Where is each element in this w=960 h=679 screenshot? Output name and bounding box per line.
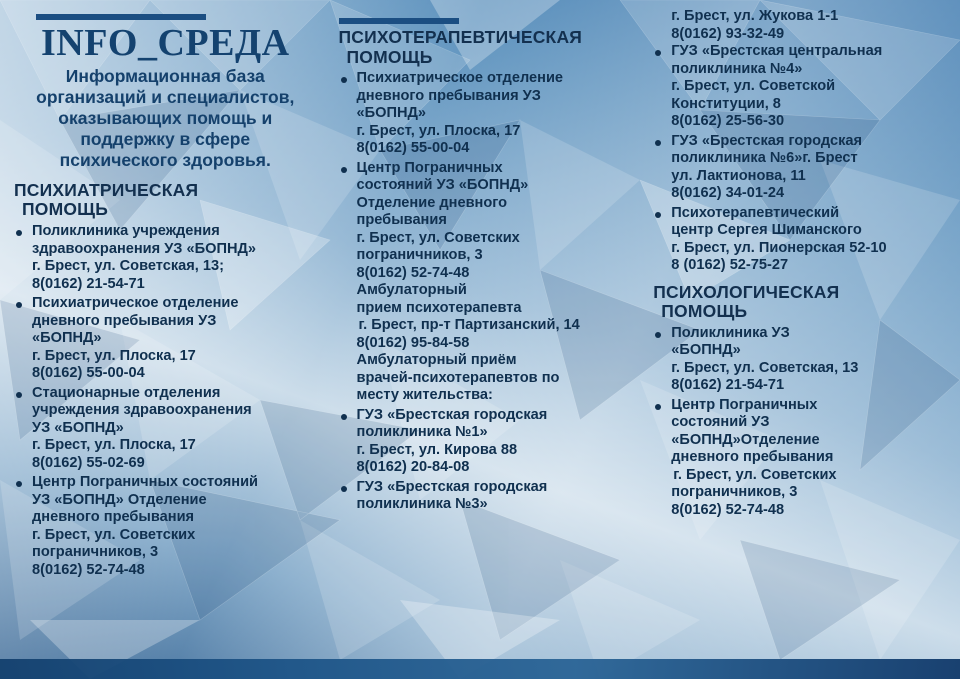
list-item-line: поликлиника №4»: [671, 60, 803, 77]
list-item-line: состояний УЗ: [671, 414, 770, 431]
list-item-line: г. Брест, ул. Кирова 88: [356, 441, 518, 458]
list-item-line: 8(0162) 21-54-71: [32, 275, 145, 292]
list-item-line: Стационарные отделения: [32, 384, 221, 401]
list-item-line: дневного пребывания УЗ: [356, 87, 541, 104]
list-item-line: УЗ «БОПНД» Отделение: [32, 491, 207, 508]
section-heading-psychological: [653, 283, 946, 322]
brand-title: INFO_СРЕДА: [40, 22, 290, 64]
list-item-line: 8(0162) 20-84-08: [356, 459, 470, 476]
list-item-line: 8(0162) 34-01-24: [671, 185, 785, 201]
list-item-line: пограничников, 3: [671, 484, 798, 501]
list-item-line: ГУЗ «Брестская центральная: [671, 43, 883, 59]
list-item-line: 8(0162) 52-74-48: [356, 264, 470, 281]
list-item-line: Амбулаторный приём: [356, 352, 517, 369]
list-item-line: прием психотерапевта: [356, 299, 522, 316]
brand-tagline: Информационная база организаций и специалистов, оказывающих помощь и поддержку в сфере психического здоровья.: [36, 65, 295, 170]
list-item-line: «БОПНД»Отделение: [671, 431, 820, 448]
list-item-line: Конституции, 8: [671, 95, 781, 112]
list-item-line: Центр Пограничных состояний: [32, 474, 259, 491]
list-item-line: дневного пребывания: [671, 449, 834, 466]
list-item-line: Поликлиника учреждения: [32, 223, 220, 240]
list-item-line: учреждения здравоохранения: [32, 402, 252, 419]
list-item-line: г. Брест, ул. Советских: [32, 526, 196, 543]
list-item-line: УЗ «БОПНД»: [32, 419, 124, 436]
list-item: [339, 70, 630, 158]
list-item-line: Психиатрическое отделение: [32, 295, 239, 312]
list-item: [339, 479, 630, 514]
list-item: [653, 397, 946, 520]
list-item-line: дневного пребывания: [32, 509, 195, 526]
list-item-line: пограничников, 3: [32, 544, 159, 561]
list-item: [14, 474, 317, 579]
list-item-line: Психиатрическое отделение: [356, 70, 564, 87]
list-item-line: здравоохранения УЗ «БОПНД»: [32, 240, 257, 257]
list-item: [14, 295, 317, 383]
list-item-line: 8(0162) 95-84-58: [356, 334, 470, 351]
list-item-line: поликлиника №1»: [356, 424, 488, 441]
list-item-line: г. Брест, пр-т Партизанский, 14: [358, 317, 580, 334]
list-item-line: «БОПНД»: [32, 330, 102, 347]
list-item-line: 8(0162) 55-00-04: [356, 140, 470, 157]
list-psychotherapeutic-continued: [653, 43, 946, 275]
list-item: [14, 385, 317, 473]
list-item-line: г. Брест, ул. Плоска, 17: [32, 347, 196, 364]
list-item-line: г. Брест, ул. Советских: [356, 229, 520, 246]
divider-middle: [339, 18, 459, 24]
list-item-line: «БОПНД»: [356, 105, 427, 122]
list-item-line: 8(0162) 55-00-04: [32, 365, 145, 382]
column-right: [641, 8, 946, 655]
list-item-line: Амбулаторный: [356, 282, 467, 299]
list-item-line: 8(0162) 52-74-48: [671, 501, 785, 518]
section-heading-psychotherapeutic: [339, 28, 630, 67]
list-item-line: Психотерапевтический: [671, 204, 840, 221]
list-item-line: 8(0162) 93-32-49: [671, 25, 785, 42]
list-item-line: ГУЗ «Брестская городская: [356, 478, 548, 495]
list-item: [653, 133, 946, 203]
list-item-line: пограничников, 3: [356, 247, 483, 264]
list-item: [653, 205, 946, 275]
list-item-line: поликлиника №6»г. Брест: [671, 150, 858, 166]
list-item-line: г. Брест, ул. Жукова 1-1: [671, 8, 839, 24]
section-heading-line2: ПОМОЩЬ: [661, 301, 748, 322]
list-item-line: г. Брест, ул. Пионерская 52-10: [671, 239, 887, 256]
list-item: [653, 325, 946, 395]
list-item-line: г. Брест, ул. Советской: [671, 78, 836, 94]
list-item-line: ГУЗ «Брестская городская: [356, 406, 548, 423]
list-psychotherapeutic: [339, 70, 630, 514]
list-item-line: г. Брест, ул. Советских: [673, 466, 837, 483]
list-item-line: поликлиника №3»: [356, 496, 488, 513]
list-item-line: Отделение дневного: [356, 194, 508, 211]
list-item: [339, 160, 630, 405]
list-item-line: г. Брест, ул. Плоска, 17: [356, 122, 521, 139]
list-item-line: г. Брест, ул. Советская, 13: [671, 359, 859, 376]
list-psychiatric: [14, 223, 317, 579]
list-continuation: [653, 8, 946, 43]
column-middle: [327, 8, 642, 655]
section-heading-line2: ПОМОЩЬ: [346, 46, 433, 67]
list-item-line: центр Сергея Шиманского: [671, 222, 862, 238]
list-item-line: г. Брест, ул. Плоска, 17: [32, 437, 196, 454]
section-heading-line1: ПСИХОТЕРАПЕВТИЧЕСКАЯ: [338, 27, 583, 47]
section-heading-line1: ПСИХОЛОГИЧЕСКАЯ: [653, 281, 840, 302]
list-item-line: дневного пребывания УЗ: [32, 312, 217, 329]
list-item-line: 8(0162) 21-54-71: [671, 377, 785, 394]
divider-left: [36, 14, 206, 20]
list-item-line: врачей-психотерапевтов по: [356, 369, 560, 386]
list-item: [14, 223, 317, 293]
list-item-line: Поликлиника УЗ: [671, 324, 790, 341]
list-item-line: 8 (0162) 52-75-27: [671, 257, 789, 273]
list-item-line: 8(0162) 52-74-48: [32, 561, 145, 578]
list-item-line: 8(0162) 55-02-69: [32, 454, 145, 471]
list-item: [653, 43, 946, 131]
section-heading-line1: ПСИХИАТРИЧЕСКАЯ: [14, 179, 199, 200]
list-item-line: ГУЗ «Брестская городская: [671, 132, 863, 149]
list-item-continuation: [653, 8, 946, 43]
list-item-line: Центр Пограничных: [671, 396, 818, 413]
list-item-line: «БОПНД»: [671, 342, 741, 359]
list-item: [339, 407, 630, 477]
list-psychological: [653, 325, 946, 520]
section-heading-line2: ПОМОЩЬ: [22, 199, 108, 220]
list-item-line: пребывания: [356, 212, 447, 229]
list-item-line: месту жительства:: [356, 387, 493, 404]
list-item-line: Центр Пограничных: [356, 159, 503, 176]
section-heading-psychiatric: [14, 181, 317, 220]
list-item-line: г. Брест, ул. Советская, 13;: [32, 258, 224, 275]
list-item-line: ул. Лактионова, 11: [671, 167, 806, 184]
list-item-line: 8(0162) 25-56-30: [671, 113, 785, 129]
column-left: [14, 8, 327, 655]
list-item-line: состояний УЗ «БОПНД»: [356, 177, 529, 194]
